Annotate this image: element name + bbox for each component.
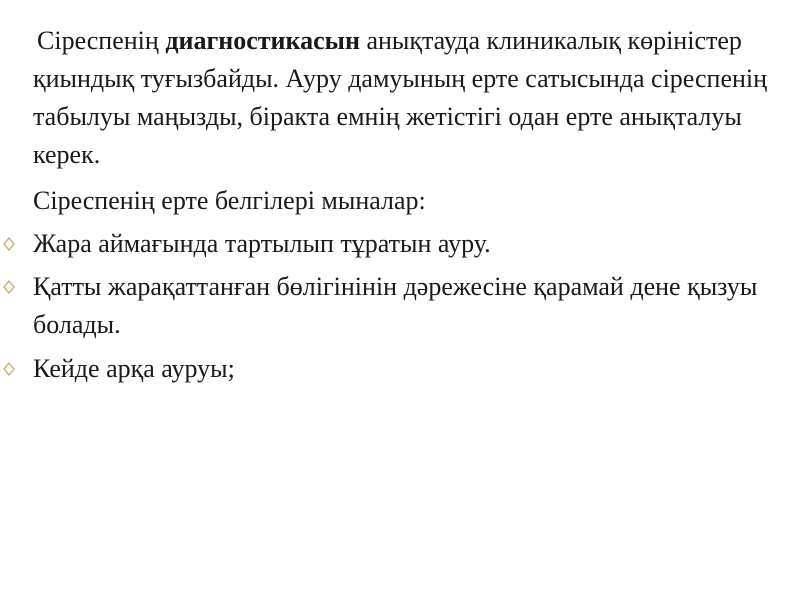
intro-text-part2: анықтауда клиникалық көріністер қиындық туғызбайды. Ауру дамуының ерте сатысында сіреспенің табылуы маңызды, біракта емнің жетістігі одан ерте анықталуы керек. xyxy=(33,26,768,169)
hollow-diamond-icon xyxy=(0,350,33,388)
lead-paragraph: Сіреспенің ерте белгілері мыналар: xyxy=(33,186,426,215)
bullet-text: Қатты жарақаттанған бөлігінінін дәрежесіне қарамай дене қызуы болады. xyxy=(33,272,758,339)
bullet-item xyxy=(0,225,790,263)
bullet-text: Кейде арқа ауруы; xyxy=(33,354,235,383)
hollow-diamond-icon xyxy=(0,268,33,306)
intro-text-part1: Сіреспенің xyxy=(37,26,166,55)
bullet-text: Жара аймағында тартылып тұратын ауру. xyxy=(33,229,491,258)
bullet-item xyxy=(0,268,790,344)
intro-bold-term: диагностикасын xyxy=(165,26,360,55)
intro-paragraph xyxy=(33,22,773,174)
hollow-diamond-icon xyxy=(0,225,33,263)
bullet-item xyxy=(0,350,790,388)
